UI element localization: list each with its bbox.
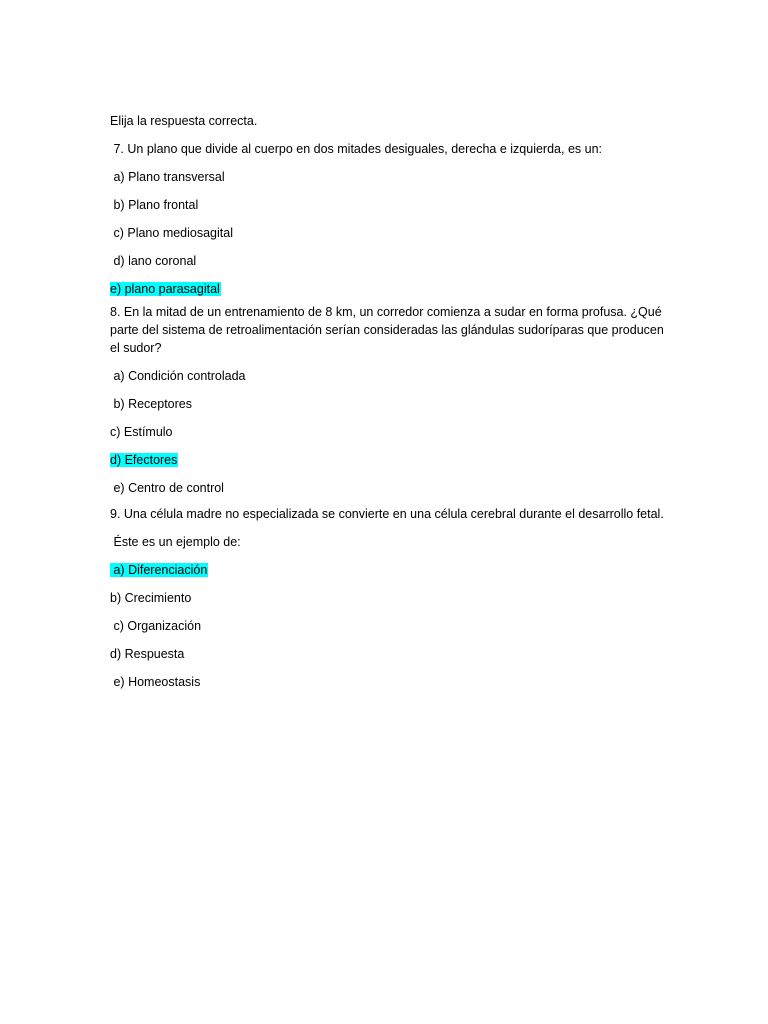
q9-answer-highlight: a) Diferenciación — [110, 563, 208, 577]
q7-option-b: b) Plano frontal — [110, 198, 199, 212]
q7-option-d: d) lano coronal — [110, 254, 197, 268]
q8-option-a: a) Condición controlada — [110, 369, 246, 383]
q8-option-d — [110, 451, 670, 469]
instruction-text: Elija la respuesta correcta. — [110, 114, 258, 128]
question-7-prompt: 7. Un plano que divide al cuerpo en dos mitades desiguales, derecha e izquierda, es un: — [110, 142, 602, 156]
q8-answer-highlight: d) Efectores — [110, 453, 178, 467]
q8-option-c: c) Estímulo — [110, 425, 173, 439]
question-9-prompt: 9. Una célula madre no especializada se convierte en una célula cerebral durante el desarrollo fetal. — [110, 507, 664, 521]
q9-option-d: d) Respuesta — [110, 647, 185, 661]
q7-answer-highlight: e) plano parasagital — [110, 282, 220, 296]
document-content — [110, 112, 670, 701]
q7-option-c: c) Plano mediosagital — [110, 226, 233, 240]
q9-option-a — [110, 561, 670, 579]
question-8-prompt: 8. En la mitad de un entrenamiento de 8 km, un corredor comienza a sudar en forma profusa. ¿Qué parte del sistema de retroalimentación serían consideradas las glándulas sudoríparas que producen el sudor? — [110, 305, 668, 355]
q9-option-b: b) Crecimiento — [110, 591, 192, 605]
q8-option-b: b) Receptores — [110, 397, 192, 411]
question-9-subprompt: Éste es un ejemplo de: — [110, 535, 241, 549]
q8-option-e: e) Centro de control — [110, 481, 224, 495]
q9-option-c: c) Organización — [110, 619, 202, 633]
q7-option-a: a) Plano transversal — [110, 170, 225, 184]
q7-option-e — [110, 280, 670, 298]
q9-option-e: e) Homeostasis — [110, 675, 201, 689]
